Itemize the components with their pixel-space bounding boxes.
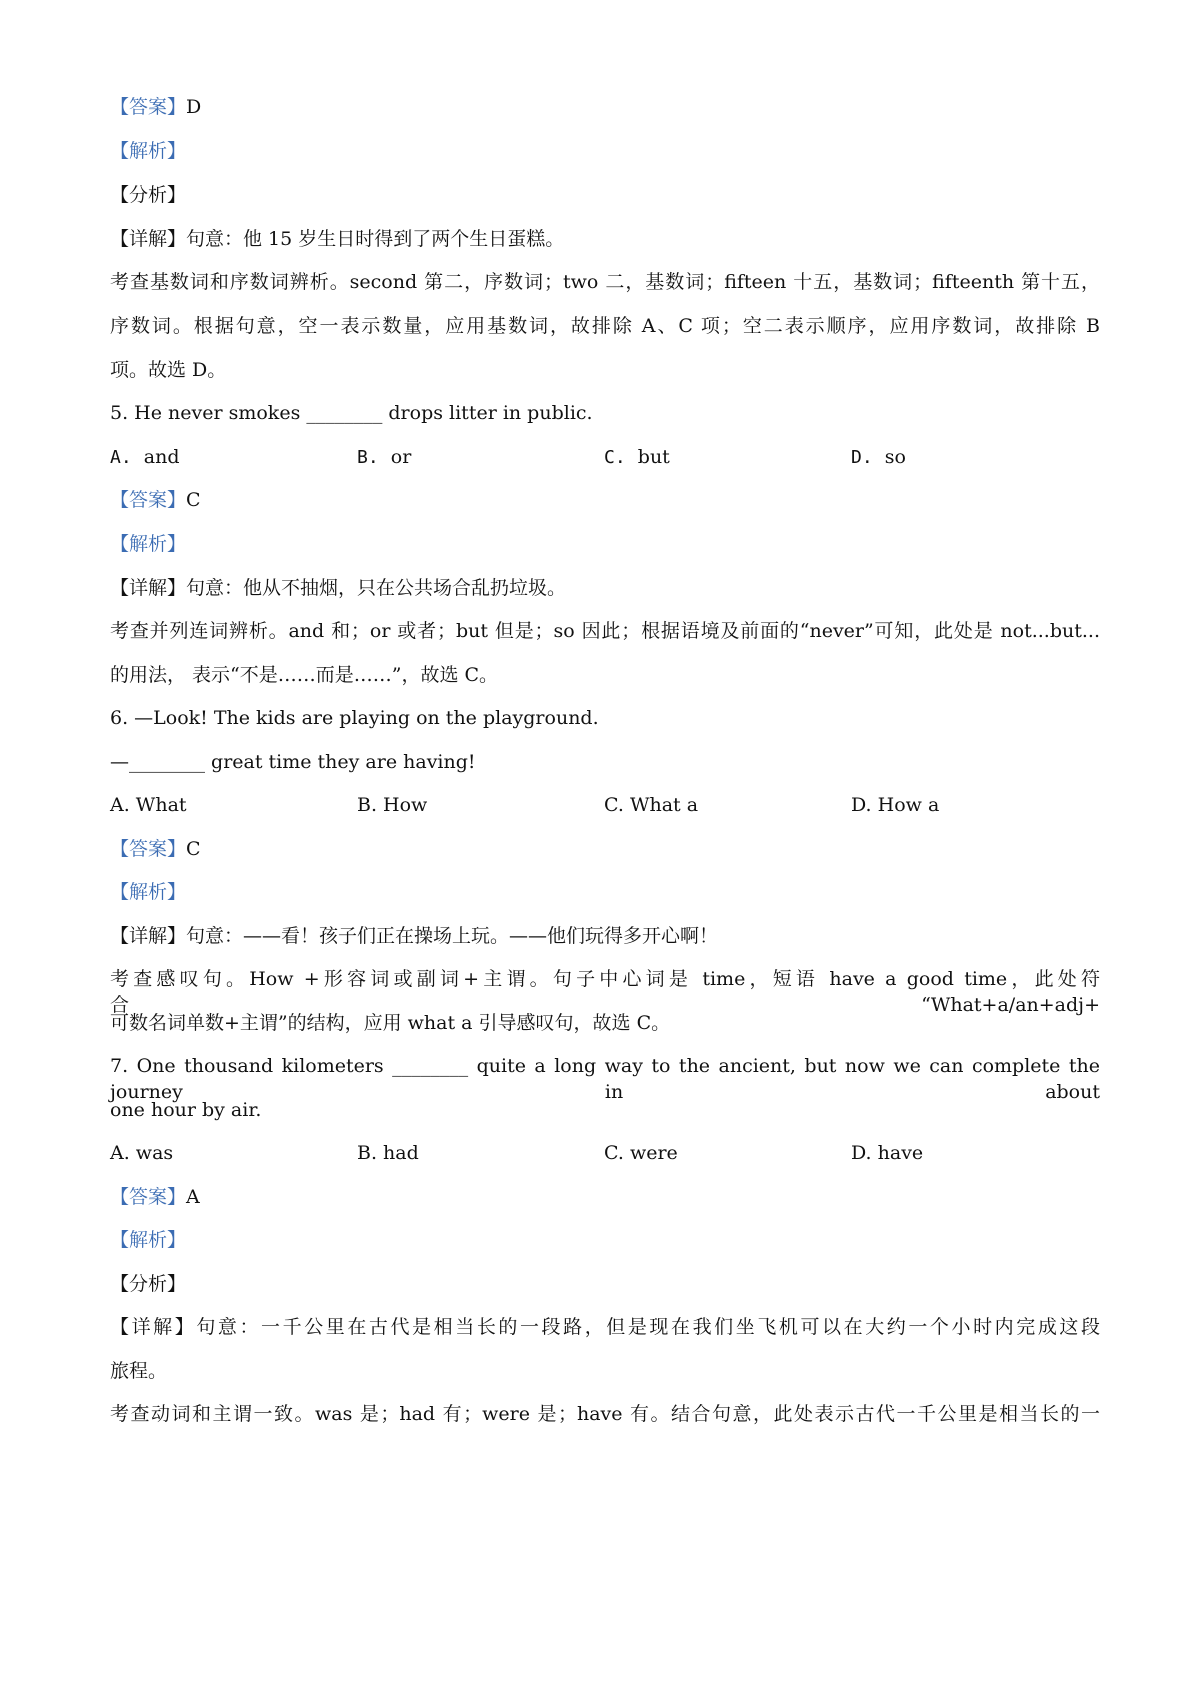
option-b: B. or — [357, 446, 412, 468]
q4-fenxi-line — [110, 182, 1100, 208]
q7-analysis-line — [110, 1227, 1100, 1253]
fenxi-tag: 【分析】 — [110, 184, 187, 206]
q7-explain-line: 考查动词和主谓一致。was 是；had 有；were 是；have 有。结合句意，此处表示古代一千公里是相当长的一 — [110, 1403, 1100, 1425]
analysis-tag: 【解析】 — [110, 1229, 187, 1251]
q5-explain-line: 的用法， 表示“不是……而是……”，故选 C。 — [110, 664, 499, 686]
q4-answer-line — [110, 94, 1100, 120]
detail-tag: 【详解】 — [110, 1316, 197, 1338]
answer-value: A — [186, 1186, 200, 1208]
option-b: B. had — [357, 1142, 419, 1164]
q6-question: —________ great time they are having! — [110, 751, 476, 773]
detail-tag: 【详解】 — [110, 577, 187, 599]
q4-explain-line: 考查基数词和序数词辨析。second 第二，序数词；two 二，基数词；fifteen 十五，基数词；fifteenth 第十五， — [110, 271, 1100, 293]
option-d: D. have — [851, 1142, 924, 1164]
answer-tag: 【答案】 — [110, 838, 187, 860]
analysis-tag: 【解析】 — [110, 881, 187, 903]
answer-tag: 【答案】 — [110, 489, 187, 511]
q5-question: 5. He never smokes ________ drops litter in public. — [110, 402, 593, 424]
q4-explain-line: 项。故选 D。 — [110, 359, 227, 381]
answer-value: C — [186, 489, 201, 511]
q7-detail-line: 旅程。 — [110, 1360, 168, 1382]
analysis-tag: 【解析】 — [110, 140, 187, 162]
answer-tag: 【答案】 — [110, 96, 187, 118]
detail-text: 句意：他 15 岁生日时得到了两个生日蛋糕。 — [186, 228, 565, 250]
q6-question: 6. —Look! The kids are playing on the playground. — [110, 707, 599, 729]
detail-text: 句意：一千公里在古代是相当长的一段路，但是现在我们坐飞机可以在大约一个小时内完成这段 — [196, 1316, 1100, 1338]
q6-analysis-line — [110, 879, 1100, 905]
q5-answer-line — [110, 487, 1100, 513]
q4-detail-line — [110, 226, 1100, 252]
answer-value: C — [186, 838, 201, 860]
option-d: D. How a — [851, 794, 940, 816]
q4-explain-line: 序数词。根据句意，空一表示数量，应用基数词，故排除 A、C 项；空二表示顺序，应用序数词，故排除 B — [110, 315, 1100, 337]
detail-tag: 【详解】 — [110, 228, 187, 250]
detail-text: 句意：他从不抽烟，只在公共场合乱扔垃圾。 — [186, 577, 567, 599]
q5-analysis-line — [110, 531, 1100, 557]
q6-explain-line: 可数名词单数+主谓”的结构，应用 what a 引导感叹句，故选 C。 — [110, 1012, 671, 1034]
option-a: A. What — [110, 794, 187, 816]
option-b: B. How — [357, 794, 428, 816]
detail-tag: 【详解】 — [110, 925, 187, 947]
q5-explain-line: 考查并列连词辨析。and 和；or 或者；but 但是；so 因此；根据语境及前面的“never”可知，此处是 not...but... — [110, 620, 1100, 642]
q7-answer-line — [110, 1184, 1100, 1210]
option-d: D. so — [851, 446, 906, 468]
q6-explain-line: 考查感叹句。How +形容词或副词+主谓。句子中心词是 time，短语 have a good time，此处符合“What+a/an+adj+ — [110, 968, 1100, 1016]
option-a: A. and — [110, 446, 180, 468]
q5-detail-line — [110, 575, 1100, 601]
detail-text: 句意：——看！孩子们正在操场上玩。——他们玩得多开心啊！ — [186, 925, 719, 947]
q7-detail-line — [110, 1314, 1100, 1340]
answer-value: D — [186, 96, 202, 118]
q7-question: one hour by air. — [110, 1099, 262, 1121]
option-a: A. was — [110, 1142, 174, 1164]
fenxi-tag: 【分析】 — [110, 1273, 187, 1295]
q4-analysis-line — [110, 138, 1100, 164]
q6-detail-line — [110, 923, 1100, 949]
option-c: C. What a — [604, 794, 699, 816]
option-c: C. were — [604, 1142, 678, 1164]
analysis-tag: 【解析】 — [110, 533, 187, 555]
q7-question: 7. One thousand kilometers ________ quite a long way to the ancient, but now we can complete the journey in about — [110, 1055, 1100, 1103]
q6-answer-line — [110, 836, 1100, 862]
q7-fenxi-line — [110, 1271, 1100, 1297]
answer-tag: 【答案】 — [110, 1186, 187, 1208]
option-c: C. but — [604, 446, 670, 468]
